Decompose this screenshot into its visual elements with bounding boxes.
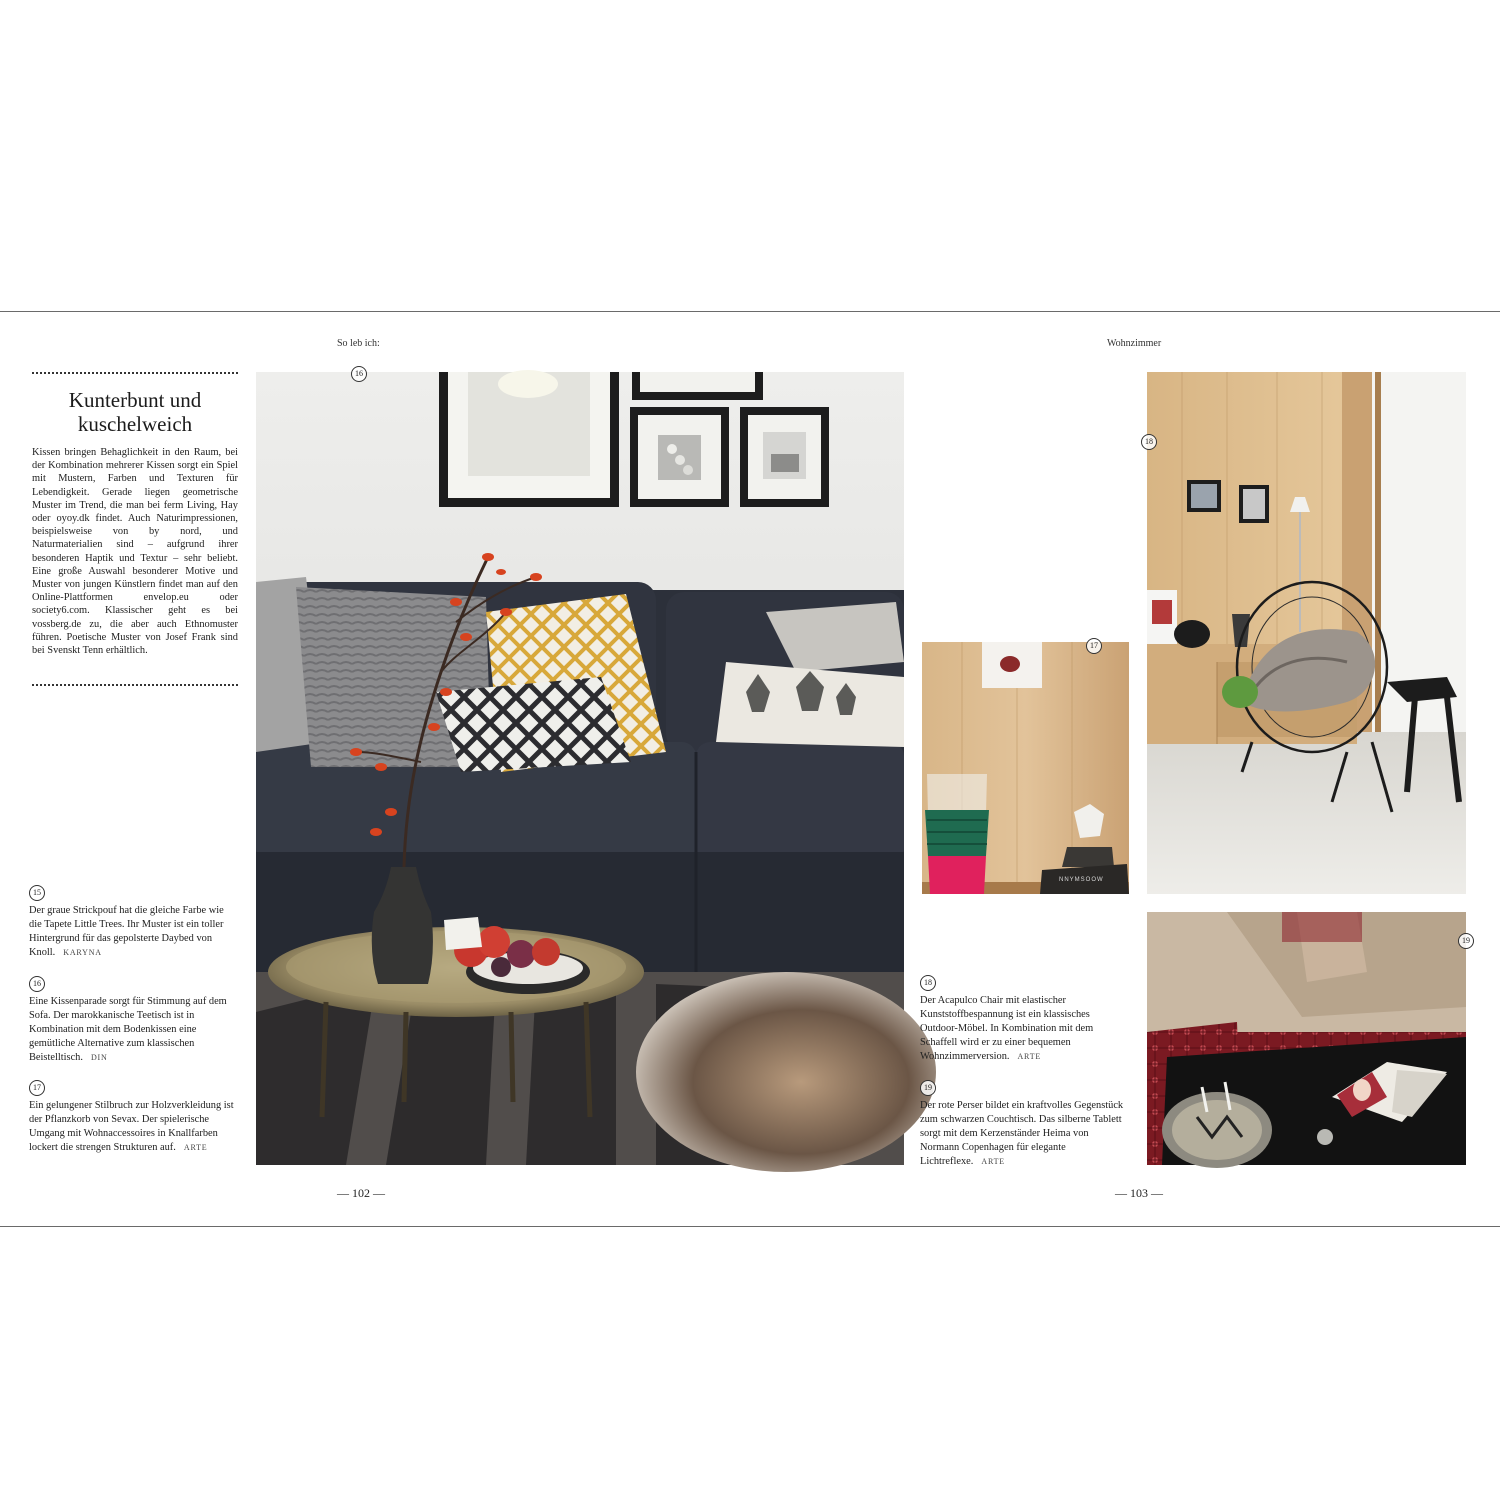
living-room-sofa-photo bbox=[256, 369, 904, 1165]
top-rule bbox=[0, 311, 1500, 312]
photo-number-badge-17: 17 bbox=[1086, 638, 1102, 654]
photo-number-badge-18: 18 bbox=[1141, 434, 1157, 450]
page-number-right: — 103 — bbox=[1115, 1186, 1163, 1200]
running-head-right: Wohnzimmer bbox=[1107, 338, 1162, 349]
caption-18 bbox=[920, 975, 1125, 1064]
bottom-rule bbox=[0, 1226, 1500, 1227]
caption-number-badge: 17 bbox=[29, 1080, 45, 1096]
caption-text: Der Acapulco Chair mit elastischer Kunststoffbespannung ist ein klassisches Outdoor-Möbel. In Kombination mit dem Schaffell wird er zu einer bequemen Wohnzimmerversion. bbox=[920, 995, 1094, 1062]
caption-17 bbox=[29, 1080, 237, 1155]
caption-number-badge: 16 bbox=[29, 976, 45, 992]
running-head-left: So leb ich: bbox=[337, 338, 380, 349]
caption-number-badge: 18 bbox=[920, 975, 936, 991]
caption-text: Der graue Strickpouf hat die gleiche Farbe wie die Tapete Little Trees. Ihr Muster ist ein toller Hintergrund für das gepolsterte Daybed von Knoll. bbox=[29, 905, 224, 958]
acapulco-chair-photo bbox=[1147, 372, 1466, 894]
article-body: Kissen bringen Behaglichkeit in den Raum, bei der Kombination mehrerer Kissen sorgt ein Spiel mit Mustern, Farben und Texturen für Lebendigkeit. Gerade liegen geometrische Muster im Trend, die man bei ferm Living, Hay oder oyoy.dk findet. Auch Naturimpressionen, beispielsweise von by nord, und Naturmaterialien sind – aufgrund ihrer besonderen Haptik und Textur – sehr beliebt. Eine große Auswahl besonderer Motive und Muster von jungen Künstlern findet man auf den Online-Plattformen envelop.eu oder society6.com. Klassischer geht es bei vossberg.de zu, die aber auch Ethnomuster führen. Poetische Muster von Josef Frank sind bei Svenskt Tenn erhältlich. bbox=[32, 447, 238, 657]
caption-19 bbox=[920, 1080, 1125, 1169]
photo-number-badge-19: 19 bbox=[1458, 933, 1474, 949]
caption-text: Der rote Perser bildet ein kraftvolles Gegenstück zum schwarzen Couchtisch. Das silberne Tablett sorgt mit dem Kerzenständer Heima von Normann Copenhagen für elegante Lichtreflexe. bbox=[920, 1100, 1124, 1167]
article-title-line-1: Kunterbunt und bbox=[68, 388, 202, 412]
book-spine-label: NNYMSOOW bbox=[1059, 877, 1104, 883]
article-body-box bbox=[32, 446, 238, 657]
caption-credit: DIN bbox=[90, 1052, 108, 1062]
caption-credit: ARTE bbox=[981, 1156, 1005, 1166]
caption-credit: ARTE bbox=[183, 1142, 208, 1152]
photo-number-badge-16: 16 bbox=[351, 366, 367, 382]
wood-wall-basket-photo bbox=[922, 642, 1129, 894]
persian-rug-coffee-table-photo bbox=[1147, 912, 1470, 1165]
article-title bbox=[32, 388, 238, 436]
caption-credit: KARYNA bbox=[63, 947, 102, 957]
article-bottom-dots bbox=[32, 684, 238, 686]
article-top-dots bbox=[32, 372, 238, 374]
caption-16 bbox=[29, 976, 237, 1065]
caption-text: Eine Kissenparade sorgt für Stimmung auf dem Sofa. Der marokkanische Teetisch ist in Kombination mit dem Bodenkissen eine gemütliche Alternative zum klassischen Beistelltisch. bbox=[29, 996, 227, 1063]
article-title-line-2: kuschelweich bbox=[77, 412, 193, 436]
caption-text: Ein gelungener Stilbruch zur Holzverkleidung ist der Pflanzkorb von Sevax. Der spielerische Umgang mit Wohnaccessoires in Knallfarben lockert die strengen Strukturen auf. bbox=[29, 1100, 234, 1153]
floor-pillow bbox=[636, 972, 936, 1172]
caption-number-badge: 19 bbox=[920, 1080, 936, 1096]
caption-number-badge: 15 bbox=[29, 885, 45, 901]
caption-credit: ARTE bbox=[1017, 1051, 1042, 1061]
page-number-left: — 102 — bbox=[337, 1186, 385, 1200]
caption-15 bbox=[29, 885, 237, 960]
